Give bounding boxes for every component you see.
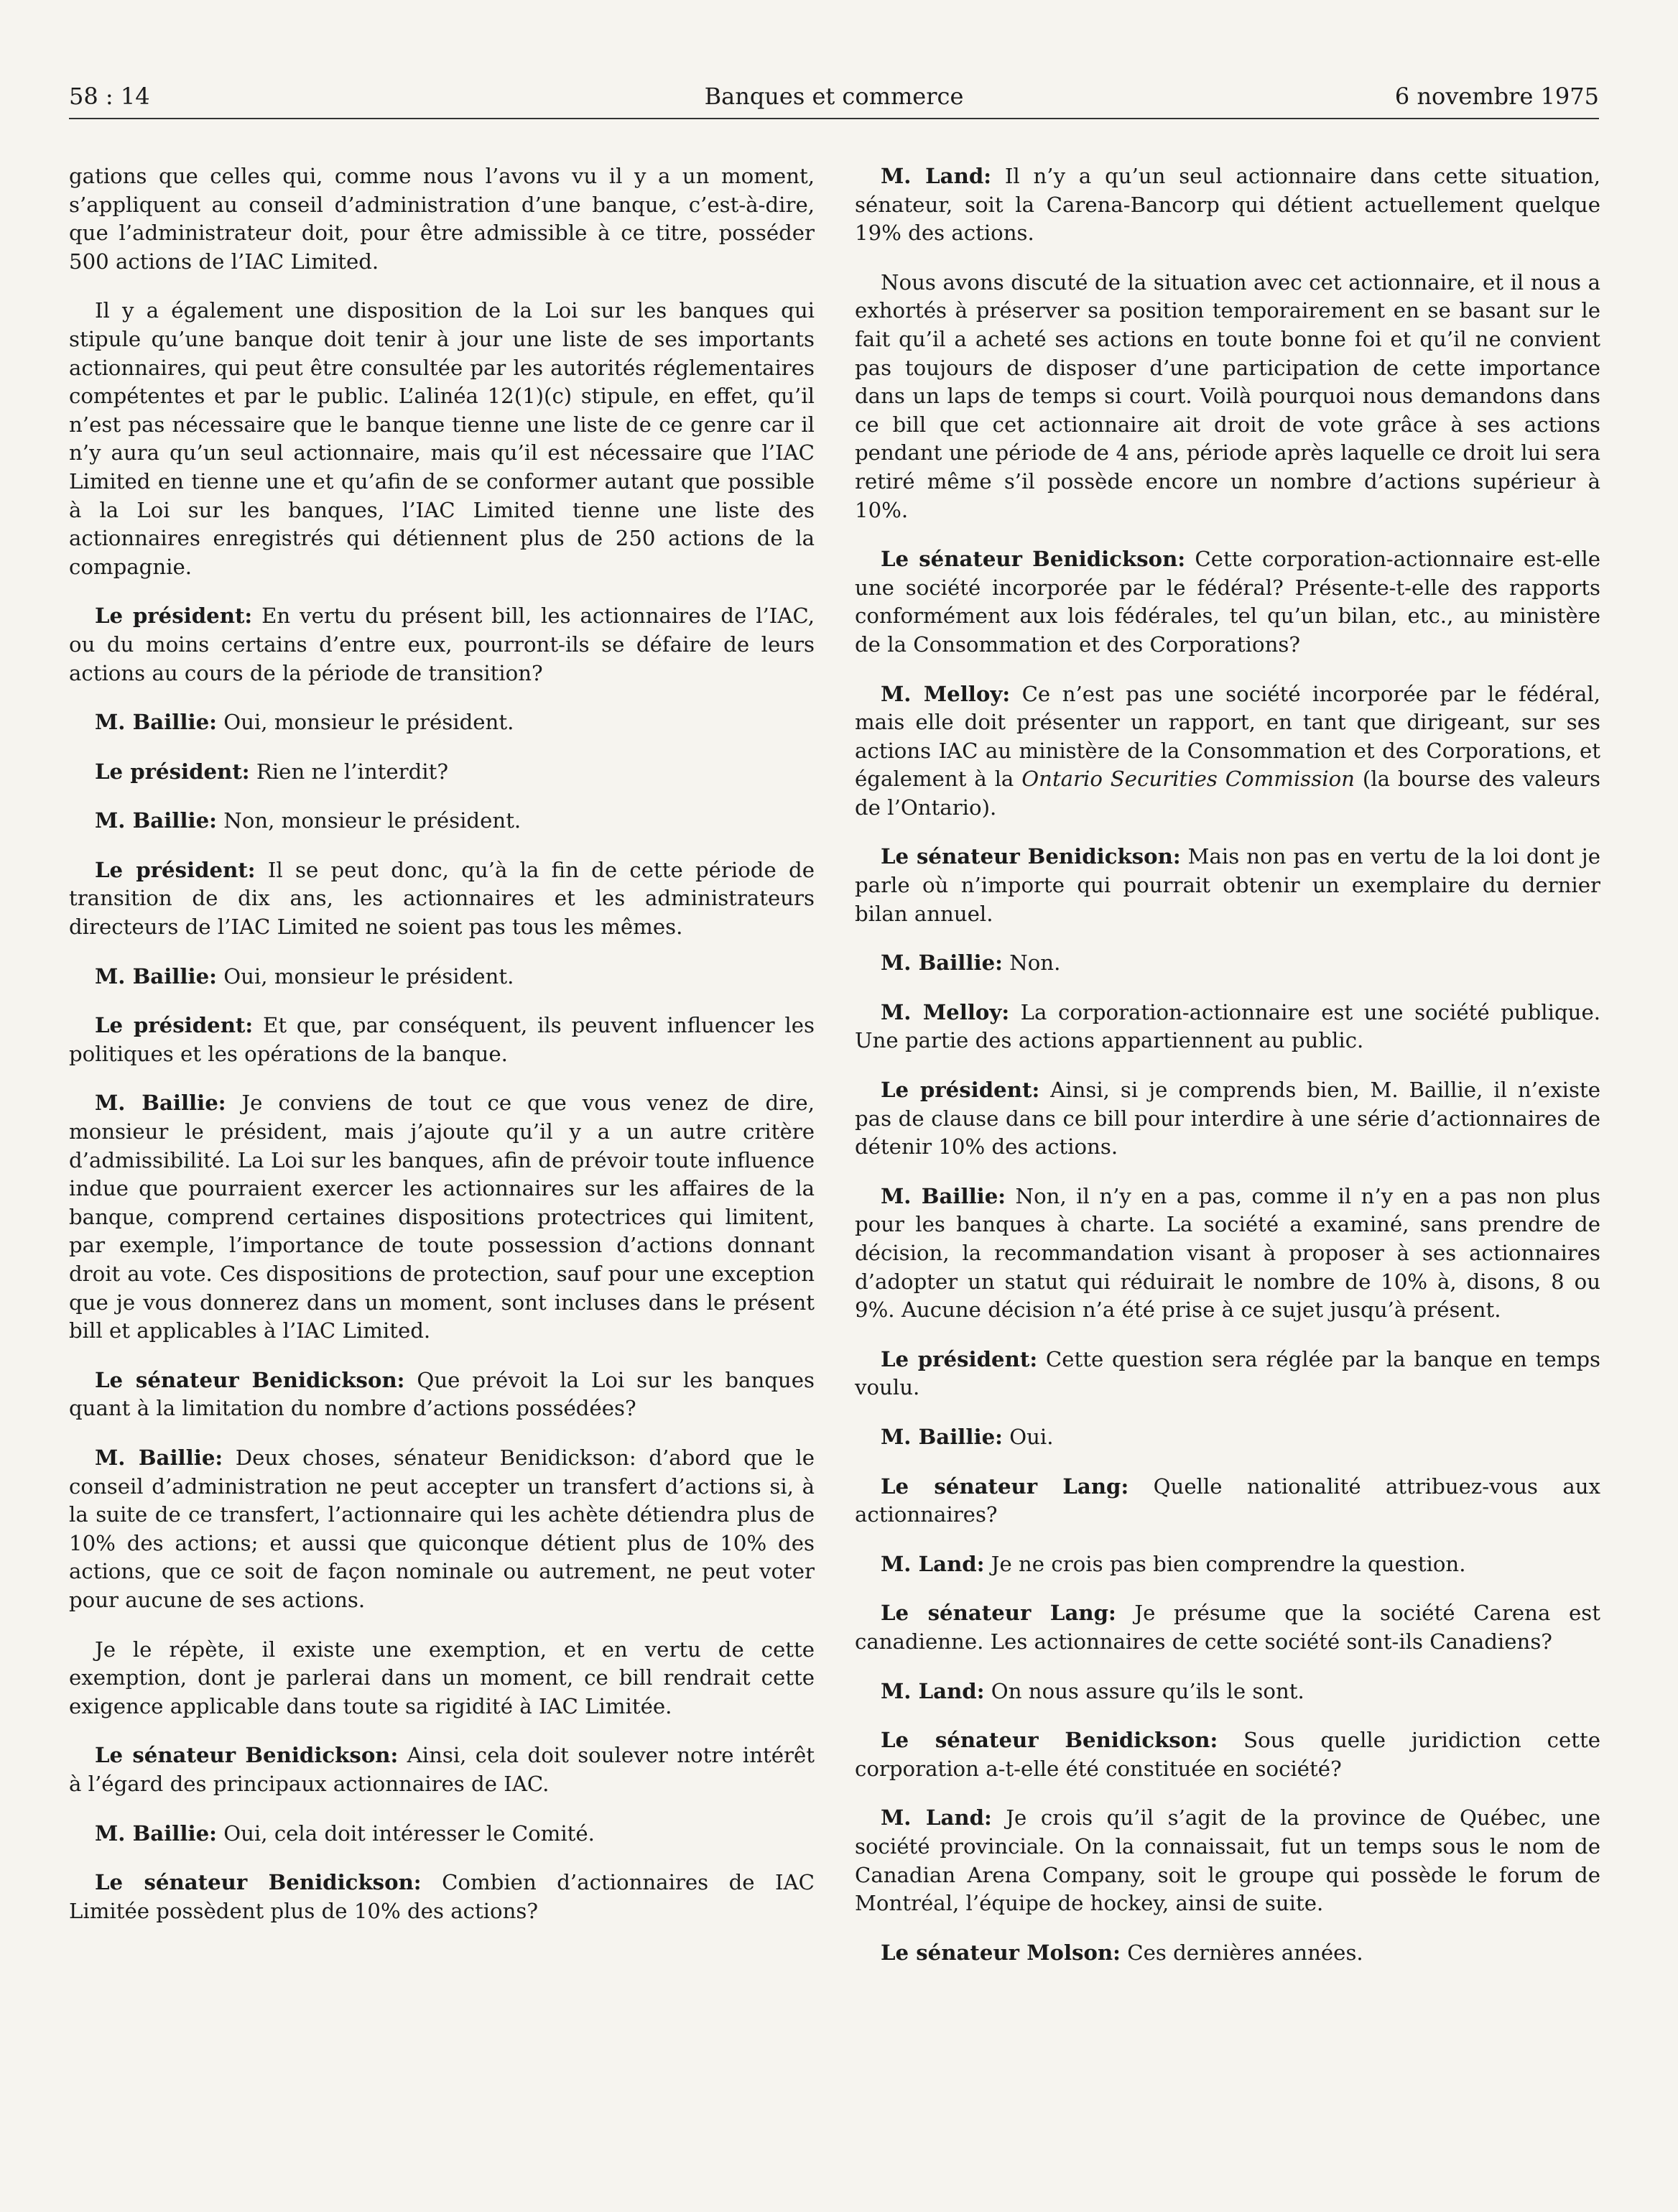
speaker-name: Le sénateur Molson: bbox=[881, 1940, 1121, 1965]
speech-paragraph bbox=[69, 963, 815, 991]
paragraph-text: Ce n’est pas une société incorporée par le fédéral, mais elle doit présenter un rapport, en tant que dirigeant, sur ses actions IAC au ministère de la Consommation et des Corporations, et également à la bbox=[855, 681, 1601, 792]
paragraph-text: Deux choses, sénateur Benidickson: d’abord que le conseil d’administration ne peut accepter un transfert d’actions si, à la suite de ce transfert, l’actionnaire qui les achète détiendra plus de 10% des actions; et aussi que quiconque détient plus de 10% des actions, que ce soit de façon nominale ou autrement, ne peut voter pour aucune de ses actions. bbox=[69, 1445, 815, 1612]
speech-paragraph bbox=[855, 1804, 1600, 1917]
paragraph-text: Rien ne l’interdit? bbox=[249, 759, 448, 784]
paragraph-text: Sous quelle juridiction cette corporation a-t-elle été constituée en société? bbox=[855, 1728, 1600, 1781]
paragraph-text: Non, monsieur le président. bbox=[216, 808, 522, 833]
speaker-name: Le sénateur Benidickson: bbox=[881, 547, 1186, 572]
paragraph-text: Oui, monsieur le président. bbox=[216, 710, 514, 735]
speech-paragraph bbox=[69, 1012, 815, 1068]
speech-paragraph bbox=[855, 999, 1600, 1055]
speech-paragraph bbox=[855, 545, 1600, 659]
right-column bbox=[855, 162, 1600, 1988]
speaker-name: M. Baillie: bbox=[95, 963, 217, 989]
speech-paragraph bbox=[855, 680, 1600, 823]
paragraph-text: Cette question sera réglée par la banque en temps voulu. bbox=[855, 1346, 1600, 1400]
speaker-name: Le sénateur Benidickson: bbox=[95, 1743, 399, 1768]
speaker-name: Le sénateur Benidickson: bbox=[881, 844, 1181, 869]
paragraph-text: Je ne crois pas bien comprendre la question. bbox=[984, 1551, 1466, 1576]
speech-paragraph bbox=[855, 1550, 1600, 1579]
page-number: 58 : 14 bbox=[69, 83, 150, 110]
paragraph-text-continued: (la bourse des valeurs de l’Ontario). bbox=[855, 767, 1601, 820]
speech-paragraph bbox=[69, 1444, 815, 1615]
speech-paragraph bbox=[855, 1939, 1600, 1968]
paragraph-text: Je conviens de tout ce que vous venez de dire, monsieur le président, mais j’ajoute qu’il y a un autre critère d’admissibilité. La Loi sur les banques, afin de prévoir toute influence indue que pourraient exercer les actionnaires sur les affaires de la banque, comprend certaines dispositions protectrices qui limitent, par exemple, l’importance de toute possession d’actions donnant droit au vote. Ces dispositions de protection, sauf pour une exception que je vous donnerez dans un moment, sont incluses dans le présent bill et applicables à l’IAC Limited. bbox=[69, 1091, 815, 1343]
speech-paragraph bbox=[855, 1726, 1600, 1783]
speech-paragraph bbox=[855, 1183, 1600, 1325]
paragraph-text: Je crois qu’il s’agit de la province de Québec, une société provinciale. On la connaissait, fut un temps sous le nom de Canadian Arena Company, soit le groupe qui possède le forum de Montréal, l’équipe de hockey, ainsi de suite. bbox=[855, 1805, 1600, 1916]
text-paragraph bbox=[69, 297, 815, 581]
speech-paragraph bbox=[855, 949, 1600, 978]
speech-paragraph bbox=[855, 1346, 1600, 1402]
paragraph-text: Ces dernières années. bbox=[1120, 1940, 1363, 1965]
speech-paragraph bbox=[69, 1089, 815, 1345]
speaker-name: Le président: bbox=[95, 857, 256, 882]
paragraph-text: Ainsi, cela doit soulever notre intérêt à l’égard des principaux actionnaires de IAC. bbox=[69, 1743, 815, 1796]
text-paragraph bbox=[69, 1636, 815, 1721]
speech-paragraph bbox=[855, 843, 1600, 928]
speaker-name: Le président: bbox=[881, 1078, 1040, 1103]
paragraph-text: Non, il n’y en a pas, comme il n’y en a pas non plus pour les banques à charte. La société a examiné, sans prendre de décision, la recommandation visant à proposer à ses actionnaires d’adopter un statut qui réduirait le nombre de 10% à, disons, 8 ou 9%. Aucune décision n’a été prise à ce sujet jusqu’à présent. bbox=[855, 1183, 1600, 1323]
speaker-name: Le sénateur Benidickson: bbox=[95, 1870, 422, 1895]
paragraph-text: Cette corporation-actionnaire est-elle une société incorporée par le fédéral? Présente-t-elle des rapports conformément aux lois fédérales, tel qu’un bilan, etc., au ministère de la Consommation et des Corporations? bbox=[855, 547, 1601, 657]
speaker-name: M. Baillie: bbox=[95, 808, 217, 833]
speech-paragraph bbox=[69, 807, 815, 836]
paragraph-text: Quelle nationalité attribuez-vous aux actionnaires? bbox=[855, 1473, 1600, 1527]
paragraph-text: Oui, monsieur le président. bbox=[216, 963, 514, 989]
paragraph-text: Ainsi, si je comprends bien, M. Baillie, il n’existe pas de clause dans ce bill pour interdire à une série d’actionnaires de détenir 10% des actions. bbox=[855, 1078, 1600, 1160]
text-paragraph bbox=[69, 162, 815, 276]
paragraph-text: Nous avons discuté de la situation avec cet actionnaire, et il nous a exhortés à préserver sa position temporairement en se basant sur le fait qu’il a acheté ses actions en toute bonne foi et qu’il ne convient pas toujours de disposer d’une participation de cette importance dans un laps de temps si court. Voilà pourquoi nous demandons dans ce bill que cet actionnaire ait droit de vote grâce à ses actions pendant une période de 4 ans, période après laquelle ce droit lui sera retiré même s’il possède encore un nombre d’actions supérieur à 10%. bbox=[855, 269, 1600, 522]
paragraph-text: Mais non pas en vertu de la loi dont je parle où n’importe qui pourrait obtenir un exemplaire du dernier bilan annuel. bbox=[855, 844, 1601, 926]
speech-paragraph bbox=[69, 758, 815, 787]
speech-paragraph bbox=[69, 602, 815, 688]
paragraph-text: La corporation-actionnaire est une société publique. Une partie des actions appartiennent au public. bbox=[855, 999, 1600, 1053]
paragraph-text: gations que celles qui, comme nous l’avons vu il y a un moment, s’appliquent au conseil d’administration d’une banque, c’est-à-dire, que l’administrateur doit, pour être admissible à ce titre, posséder 500 actions de l’IAC Limited. bbox=[69, 164, 815, 274]
speaker-name: M. Land: bbox=[881, 1805, 992, 1831]
speaker-name: Le sénateur Benidickson: bbox=[95, 1367, 405, 1392]
speaker-name: M. Melloy: bbox=[881, 681, 1011, 706]
speaker-name: Le président: bbox=[95, 759, 250, 784]
speaker-name: M. Baillie: bbox=[881, 950, 1003, 976]
speech-paragraph bbox=[855, 1076, 1600, 1162]
left-column bbox=[69, 162, 815, 1946]
speaker-name: Le sénateur Lang: bbox=[881, 1601, 1116, 1626]
page-header bbox=[69, 80, 1599, 119]
speech-paragraph bbox=[855, 1599, 1600, 1656]
speaker-name: M. Melloy: bbox=[881, 999, 1010, 1024]
speaker-name: M. Baillie: bbox=[95, 1820, 217, 1846]
speaker-name: M. Land: bbox=[881, 164, 992, 188]
paragraph-text: On nous assure qu’ils le sont. bbox=[984, 1678, 1304, 1703]
speaker-name: Le président: bbox=[881, 1346, 1038, 1371]
speech-paragraph bbox=[69, 856, 815, 942]
speaker-name: M. Land: bbox=[881, 1678, 985, 1703]
speaker-name: Le président: bbox=[95, 603, 253, 629]
speech-paragraph bbox=[69, 1820, 815, 1848]
speaker-name: M. Baillie: bbox=[95, 1445, 223, 1470]
paragraph-text: Et que, par conséquent, ils peuvent influencer les politiques et les opérations de la banque. bbox=[69, 1013, 815, 1066]
text-paragraph bbox=[855, 269, 1600, 524]
speaker-name: M. Baillie: bbox=[881, 1183, 1006, 1208]
speech-paragraph bbox=[855, 162, 1600, 248]
speech-paragraph bbox=[855, 1473, 1600, 1530]
speaker-name: M. Baillie: bbox=[95, 1091, 226, 1116]
speaker-name: M. Baillie: bbox=[95, 710, 217, 735]
paragraph-text: Oui. bbox=[1002, 1424, 1054, 1449]
italic-title: Ontario Securities Commission bbox=[1021, 767, 1355, 792]
speech-paragraph bbox=[855, 1423, 1600, 1452]
paragraph-text: Que prévoit la Loi sur les banques quant à la limitation du nombre d’actions possédées? bbox=[69, 1367, 815, 1421]
paragraph-text: Je présume que la société Carena est canadienne. Les actionnaires de cette société sont-ils Canadiens? bbox=[855, 1601, 1600, 1654]
speech-paragraph bbox=[69, 708, 815, 737]
publication-title: Banques et commerce bbox=[704, 83, 964, 110]
speaker-name: M. Baillie: bbox=[881, 1424, 1003, 1449]
paragraph-text: En vertu du présent bill, les actionnaires de l’IAC, ou du moins certains d’entre eux, pourront-ils se défaire de leurs actions au cours de la période de transition? bbox=[69, 603, 815, 685]
publication-date: 6 novembre 1975 bbox=[1394, 83, 1599, 110]
speaker-name: Le sénateur Benidickson: bbox=[881, 1728, 1218, 1753]
speaker-name: Le président: bbox=[95, 1013, 254, 1038]
paragraph-text: Il se peut donc, qu’à la fin de cette période de transition de dix ans, les actionnaires et les administrateurs directeurs de l’IAC Limited ne soient pas tous les mêmes. bbox=[69, 857, 815, 940]
paragraph-text: Il y a également une disposition de la Loi sur les banques qui stipule qu’une banque doit tenir à jour une liste de ses importants actionnaires, qui peut être consultée par les autorités réglementaires compétentes et par le public. L’alinéa 12(1)(c) stipule, en effet, qu’il n’est pas nécessaire que le banque tienne une liste de ce genre car il n’y aura qu’un seul actionnaire, mais qu’il est nécessaire que l’IAC Limited en tienne une et qu’afin de se conformer autant que possible à la Loi sur les banques, l’IAC Limited tienne une liste des actionnaires enregistrés qui détiennent plus de 250 actions de la compagnie. bbox=[69, 298, 815, 579]
speech-paragraph bbox=[69, 1869, 815, 1925]
speaker-name: Le sénateur Lang: bbox=[881, 1473, 1129, 1499]
paragraph-text: Il n’y a qu’un seul actionnaire dans cette situation, sénateur, soit la Carena-Bancorp qui détient actuellement quelque 19% des actions. bbox=[855, 164, 1600, 246]
speech-paragraph bbox=[855, 1677, 1600, 1706]
paragraph-text: Oui, cela doit intéresser le Comité. bbox=[216, 1820, 595, 1846]
speech-paragraph bbox=[69, 1741, 815, 1798]
speech-paragraph bbox=[69, 1366, 815, 1423]
paragraph-text: Je le répète, il existe une exemption, et en vertu de cette exemption, dont je parlerai dans un moment, ce bill rendrait cette exigence applicable dans toute sa rigidité à IAC Limitée. bbox=[69, 1637, 815, 1718]
paragraph-text: Combien d’actionnaires de IAC Limitée possèdent plus de 10% des actions? bbox=[69, 1870, 815, 1923]
speaker-name: M. Land: bbox=[881, 1551, 985, 1576]
paragraph-text: Non. bbox=[1002, 950, 1061, 976]
